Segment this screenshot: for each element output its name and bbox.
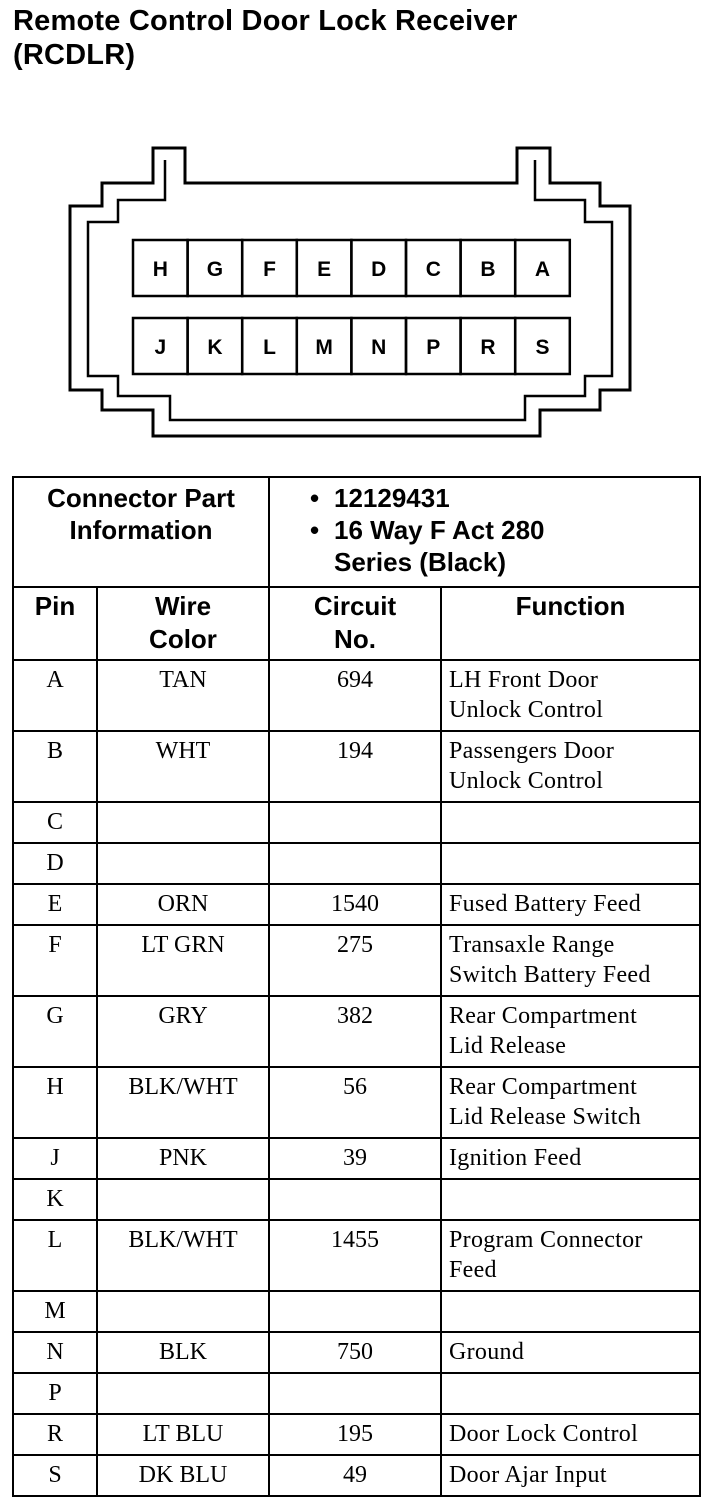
function-cell xyxy=(441,1220,700,1291)
pin-row xyxy=(13,1067,700,1138)
function-cell xyxy=(441,843,700,884)
pin-cavity-label: A xyxy=(534,258,551,281)
function-cell xyxy=(441,1179,700,1220)
function-cell xyxy=(441,1332,700,1373)
function-cell xyxy=(441,1138,700,1179)
function-line-2: Feed xyxy=(449,1257,497,1283)
pin-row xyxy=(13,1373,700,1414)
wire-color-cell: TAN xyxy=(97,660,269,731)
function-cell xyxy=(441,925,700,996)
pin-cavity-label: J xyxy=(154,336,167,359)
pin-cavity-label: N xyxy=(371,336,387,359)
pin-cell: C xyxy=(13,802,97,843)
function-cell xyxy=(441,996,700,1067)
label-line-2: Information xyxy=(69,515,213,545)
wire-color-cell: BLK/WHT xyxy=(97,1067,269,1138)
function-line-1: Door Lock Control xyxy=(449,1421,639,1447)
wire-color-cell: BLK xyxy=(97,1332,269,1373)
connector-part-label xyxy=(13,477,269,587)
connector-housing-outline xyxy=(70,148,630,436)
circuit-cell: 39 xyxy=(269,1138,441,1179)
pin-cell: J xyxy=(13,1138,97,1179)
pin-cavity-label: F xyxy=(263,258,276,281)
circuit-column-header: Circuit No. xyxy=(269,587,441,660)
pin-row xyxy=(13,802,700,843)
wire-color-cell: LT BLU xyxy=(97,1414,269,1455)
pin-cell: G xyxy=(13,996,97,1067)
pin-row xyxy=(13,884,700,925)
wire-color-cell xyxy=(97,1373,269,1414)
pin-cavity-label: R xyxy=(480,336,496,359)
wire-color-cell xyxy=(97,1179,269,1220)
pin-row xyxy=(13,1414,700,1455)
pin-row xyxy=(13,660,700,731)
connector-bottom-row xyxy=(133,318,570,374)
function-cell xyxy=(441,1414,700,1455)
pin-cavity-label: K xyxy=(207,336,223,359)
function-cell xyxy=(441,1067,700,1138)
wire-color-cell: WHT xyxy=(97,731,269,802)
pin-cell: A xyxy=(13,660,97,731)
wire-color-cell: BLK/WHT xyxy=(97,1220,269,1291)
pin-cell: N xyxy=(13,1332,97,1373)
function-cell xyxy=(441,1373,700,1414)
title-line-2: (RCDLR) xyxy=(13,39,136,71)
circuit-cell xyxy=(269,802,441,843)
function-cell xyxy=(441,1455,700,1496)
function-line-2: Lid Release xyxy=(449,1033,567,1059)
circuit-cell: 56 xyxy=(269,1067,441,1138)
function-line-1: Passengers Door xyxy=(449,738,615,764)
function-line-2: Unlock Control xyxy=(449,768,604,794)
title-line-1: Remote Control Door Lock Receiver xyxy=(13,5,518,37)
circuit-cell: 194 xyxy=(269,731,441,802)
bullet: • xyxy=(310,483,320,513)
part-number: 12129431 xyxy=(334,483,450,513)
pin-row xyxy=(13,1179,700,1220)
function-line-1: Fused Battery Feed xyxy=(449,891,642,917)
pin-cell: R xyxy=(13,1414,97,1455)
function-cell xyxy=(441,731,700,802)
function-line-1: Program Connector xyxy=(449,1227,643,1253)
pin-cell: M xyxy=(13,1291,97,1332)
pin-row xyxy=(13,1291,700,1332)
page-title xyxy=(13,4,703,72)
bullet: • xyxy=(310,515,320,545)
connector-inner-outline xyxy=(88,160,612,420)
connector-part-values xyxy=(269,477,700,587)
circuit-cell: 750 xyxy=(269,1332,441,1373)
pin-cavity-label: S xyxy=(535,336,550,359)
pin-cell: K xyxy=(13,1179,97,1220)
circuit-cell xyxy=(269,1373,441,1414)
pin-cell: F xyxy=(13,925,97,996)
connector-part-info-row xyxy=(13,477,700,587)
circuit-cell: 694 xyxy=(269,660,441,731)
pin-cavity-label: L xyxy=(263,336,276,359)
wire-color-cell: PNK xyxy=(97,1138,269,1179)
pin-row xyxy=(13,1332,700,1373)
wire-color-cell xyxy=(97,1291,269,1332)
pin-row xyxy=(13,925,700,996)
circuit-cell: 275 xyxy=(269,925,441,996)
function-cell xyxy=(441,802,700,843)
pin-cavity-label: P xyxy=(426,336,441,359)
circuit-cell xyxy=(269,1179,441,1220)
pin-cell: E xyxy=(13,884,97,925)
part-series: Series (Black) xyxy=(334,547,506,577)
function-line-1: Door Ajar Input xyxy=(449,1462,607,1488)
function-line-1: Transaxle Range xyxy=(449,932,615,958)
pin-cavity-label: B xyxy=(480,258,496,281)
circuit-cell: 49 xyxy=(269,1455,441,1496)
pin-cell: H xyxy=(13,1067,97,1138)
connector-info-table xyxy=(12,476,701,1497)
function-line-1: Rear Compartment xyxy=(449,1003,638,1029)
circuit-cell: 195 xyxy=(269,1414,441,1455)
pin-table-body xyxy=(13,660,700,1496)
function-line-1: Ignition Feed xyxy=(449,1145,582,1171)
pin-cavity-label: M xyxy=(315,336,333,359)
pin-cavity-label: D xyxy=(371,258,387,281)
connector-face-diagram xyxy=(0,140,720,445)
wire-color-cell: ORN xyxy=(97,884,269,925)
pin-cell: S xyxy=(13,1455,97,1496)
function-cell xyxy=(441,884,700,925)
function-cell xyxy=(441,1291,700,1332)
label-line-1: Connector Part xyxy=(47,483,235,513)
pin-row xyxy=(13,843,700,884)
connector-top-row xyxy=(133,240,570,296)
function-cell xyxy=(441,660,700,731)
function-column-header: Function xyxy=(441,587,700,660)
column-header-row xyxy=(13,587,700,660)
circuit-cell xyxy=(269,1291,441,1332)
wire-color-cell xyxy=(97,843,269,884)
circuit-cell: 1455 xyxy=(269,1220,441,1291)
pin-cavity-label: G xyxy=(206,258,224,281)
pin-column-header: Pin xyxy=(13,587,97,660)
pin-row xyxy=(13,996,700,1067)
pin-row xyxy=(13,1138,700,1179)
wire-color-column-header: Wire Color xyxy=(97,587,269,660)
pin-cell: B xyxy=(13,731,97,802)
pin-cell: D xyxy=(13,843,97,884)
circuit-cell: 1540 xyxy=(269,884,441,925)
function-line-2: Lid Release Switch xyxy=(449,1104,642,1130)
pin-cavity-label: H xyxy=(152,258,168,281)
pin-cell: P xyxy=(13,1373,97,1414)
part-description: 16 Way F Act 280 xyxy=(334,515,545,545)
pin-row xyxy=(13,1220,700,1291)
pin-row xyxy=(13,731,700,802)
wire-color-cell: GRY xyxy=(97,996,269,1067)
function-line-1: Ground xyxy=(449,1339,525,1365)
function-line-1: LH Front Door xyxy=(449,667,599,693)
function-line-2: Switch Battery Feed xyxy=(449,962,651,988)
circuit-cell xyxy=(269,843,441,884)
wire-color-cell: LT GRN xyxy=(97,925,269,996)
pin-cavity-label: E xyxy=(317,258,332,281)
function-line-2: Unlock Control xyxy=(449,697,604,723)
pin-cavity-label: C xyxy=(425,258,441,281)
pin-row xyxy=(13,1455,700,1496)
wire-color-cell: DK BLU xyxy=(97,1455,269,1496)
pin-cell: L xyxy=(13,1220,97,1291)
function-line-1: Rear Compartment xyxy=(449,1074,638,1100)
circuit-cell: 382 xyxy=(269,996,441,1067)
wire-color-cell xyxy=(97,802,269,843)
